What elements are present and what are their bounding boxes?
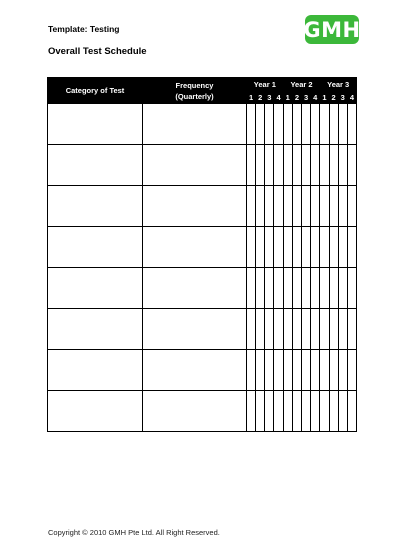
table-row xyxy=(48,227,357,268)
category-cell[interactable] xyxy=(48,268,143,309)
quarter-header: 1 xyxy=(320,91,329,104)
quarter-cell[interactable] xyxy=(265,104,274,145)
quarter-header: 4 xyxy=(311,91,320,104)
quarter-cell[interactable] xyxy=(274,268,283,309)
quarter-cell[interactable] xyxy=(283,227,292,268)
quarter-cell[interactable] xyxy=(301,186,310,227)
quarter-cell[interactable] xyxy=(301,391,310,432)
quarter-cell[interactable] xyxy=(283,350,292,391)
category-cell[interactable] xyxy=(48,391,143,432)
frequency-header-line2: (Quarterly) xyxy=(175,91,214,101)
quarter-header: 2 xyxy=(256,91,265,104)
frequency-cell[interactable] xyxy=(143,309,247,350)
year-header-2: Year 2 xyxy=(283,78,320,91)
quarter-cell[interactable] xyxy=(338,391,347,432)
quarter-cell[interactable] xyxy=(247,391,256,432)
quarter-cell[interactable] xyxy=(292,350,301,391)
quarter-cell[interactable] xyxy=(283,309,292,350)
category-cell[interactable] xyxy=(48,227,143,268)
quarter-cell[interactable] xyxy=(283,391,292,432)
quarter-header: 3 xyxy=(338,91,347,104)
quarter-cell[interactable] xyxy=(283,104,292,145)
table-row xyxy=(48,186,357,227)
quarter-header: 1 xyxy=(247,91,256,104)
quarter-cell[interactable] xyxy=(347,186,356,227)
quarter-header: 1 xyxy=(283,91,292,104)
quarter-cell[interactable] xyxy=(256,350,265,391)
quarter-cell[interactable] xyxy=(320,309,329,350)
quarter-cell[interactable] xyxy=(247,104,256,145)
quarter-cell[interactable] xyxy=(247,350,256,391)
quarter-cell[interactable] xyxy=(274,186,283,227)
category-cell[interactable] xyxy=(48,145,143,186)
quarter-cell[interactable] xyxy=(320,227,329,268)
quarter-cell[interactable] xyxy=(247,309,256,350)
quarter-cell[interactable] xyxy=(301,227,310,268)
quarter-cell[interactable] xyxy=(311,186,320,227)
quarter-cell[interactable] xyxy=(292,227,301,268)
quarter-cell[interactable] xyxy=(311,268,320,309)
quarter-cell[interactable] xyxy=(311,227,320,268)
category-header: Category of Test xyxy=(48,78,143,104)
frequency-cell[interactable] xyxy=(143,186,247,227)
quarter-cell[interactable] xyxy=(311,145,320,186)
table-row xyxy=(48,391,357,432)
frequency-header-line1: Frequency xyxy=(175,80,214,90)
quarter-cell[interactable] xyxy=(274,391,283,432)
quarter-cell[interactable] xyxy=(338,350,347,391)
quarter-cell[interactable] xyxy=(329,350,338,391)
quarter-cell[interactable] xyxy=(320,391,329,432)
quarter-header: 2 xyxy=(292,91,301,104)
quarter-cell[interactable] xyxy=(256,309,265,350)
year-header-1: Year 1 xyxy=(247,78,284,91)
quarter-cell[interactable] xyxy=(329,104,338,145)
quarter-cell[interactable] xyxy=(347,227,356,268)
quarter-cell[interactable] xyxy=(320,268,329,309)
quarter-cell[interactable] xyxy=(265,186,274,227)
quarter-cell[interactable] xyxy=(247,145,256,186)
quarter-cell[interactable] xyxy=(301,104,310,145)
category-cell[interactable] xyxy=(48,104,143,145)
quarter-cell[interactable] xyxy=(338,104,347,145)
quarter-cell[interactable] xyxy=(320,350,329,391)
quarter-cell[interactable] xyxy=(265,145,274,186)
header-row-years xyxy=(48,78,357,91)
table-row xyxy=(48,350,357,391)
quarter-cell[interactable] xyxy=(265,309,274,350)
quarter-cell[interactable] xyxy=(247,186,256,227)
quarter-cell[interactable] xyxy=(329,145,338,186)
frequency-cell[interactable] xyxy=(143,268,247,309)
quarter-cell[interactable] xyxy=(256,268,265,309)
quarter-cell[interactable] xyxy=(329,227,338,268)
quarter-cell[interactable] xyxy=(292,268,301,309)
quarter-cell[interactable] xyxy=(311,391,320,432)
table-row xyxy=(48,104,357,145)
quarter-cell[interactable] xyxy=(301,350,310,391)
frequency-header xyxy=(143,78,247,104)
quarter-cell[interactable] xyxy=(256,104,265,145)
frequency-cell[interactable] xyxy=(143,391,247,432)
test-schedule-table xyxy=(47,77,357,432)
quarter-cell[interactable] xyxy=(311,350,320,391)
quarter-cell[interactable] xyxy=(292,145,301,186)
quarter-cell[interactable] xyxy=(265,227,274,268)
quarter-cell[interactable] xyxy=(329,268,338,309)
quarter-cell[interactable] xyxy=(320,104,329,145)
frequency-cell[interactable] xyxy=(143,227,247,268)
quarter-cell[interactable] xyxy=(256,227,265,268)
quarter-cell[interactable] xyxy=(283,145,292,186)
quarter-cell[interactable] xyxy=(247,227,256,268)
quarter-cell[interactable] xyxy=(347,268,356,309)
quarter-cell[interactable] xyxy=(329,186,338,227)
template-label: Template: Testing xyxy=(48,24,120,34)
quarter-cell[interactable] xyxy=(265,391,274,432)
quarter-cell[interactable] xyxy=(338,145,347,186)
category-cell[interactable] xyxy=(48,350,143,391)
frequency-cell[interactable] xyxy=(143,145,247,186)
table-row xyxy=(48,145,357,186)
quarter-cell[interactable] xyxy=(338,309,347,350)
quarter-cell[interactable] xyxy=(311,309,320,350)
quarter-cell[interactable] xyxy=(265,268,274,309)
quarter-cell[interactable] xyxy=(265,350,274,391)
quarter-cell[interactable] xyxy=(311,104,320,145)
schedule-body xyxy=(48,104,357,432)
quarter-cell[interactable] xyxy=(247,268,256,309)
year-header-3: Year 3 xyxy=(320,78,357,91)
quarter-header: 2 xyxy=(329,91,338,104)
quarter-cell[interactable] xyxy=(292,104,301,145)
frequency-cell[interactable] xyxy=(143,104,247,145)
quarter-cell[interactable] xyxy=(329,309,338,350)
quarter-cell[interactable] xyxy=(256,145,265,186)
quarter-cell[interactable] xyxy=(320,145,329,186)
quarter-cell[interactable] xyxy=(283,268,292,309)
quarter-cell[interactable] xyxy=(347,350,356,391)
category-cell[interactable] xyxy=(48,309,143,350)
quarter-cell[interactable] xyxy=(256,186,265,227)
quarter-cell[interactable] xyxy=(274,104,283,145)
quarter-cell[interactable] xyxy=(338,227,347,268)
quarter-cell[interactable] xyxy=(274,309,283,350)
quarter-cell[interactable] xyxy=(274,227,283,268)
quarter-cell[interactable] xyxy=(256,391,265,432)
quarter-cell[interactable] xyxy=(347,309,356,350)
quarter-cell[interactable] xyxy=(329,391,338,432)
quarter-header: 4 xyxy=(347,91,356,104)
quarter-cell[interactable] xyxy=(301,145,310,186)
quarter-header: 3 xyxy=(301,91,310,104)
quarter-cell[interactable] xyxy=(347,391,356,432)
quarter-header: 4 xyxy=(274,91,283,104)
quarter-cell[interactable] xyxy=(283,186,292,227)
frequency-cell[interactable] xyxy=(143,350,247,391)
copyright-footer: Copyright © 2010 GMH Pte Ltd. All Right Reserved. xyxy=(48,528,220,537)
table-row xyxy=(48,268,357,309)
table-row xyxy=(48,309,357,350)
quarter-cell[interactable] xyxy=(301,268,310,309)
quarter-cell[interactable] xyxy=(274,145,283,186)
quarter-cell[interactable] xyxy=(292,186,301,227)
quarter-cell[interactable] xyxy=(320,186,329,227)
category-cell[interactable] xyxy=(48,186,143,227)
quarter-cell[interactable] xyxy=(347,145,356,186)
quarter-cell[interactable] xyxy=(292,391,301,432)
quarter-cell[interactable] xyxy=(301,309,310,350)
quarter-cell[interactable] xyxy=(338,186,347,227)
quarter-header: 3 xyxy=(265,91,274,104)
quarter-cell[interactable] xyxy=(292,309,301,350)
page-title: Overall Test Schedule xyxy=(48,46,147,57)
quarter-cell[interactable] xyxy=(338,268,347,309)
quarter-cell[interactable] xyxy=(347,104,356,145)
gmh-logo: GMH xyxy=(305,15,359,44)
quarter-cell[interactable] xyxy=(274,350,283,391)
